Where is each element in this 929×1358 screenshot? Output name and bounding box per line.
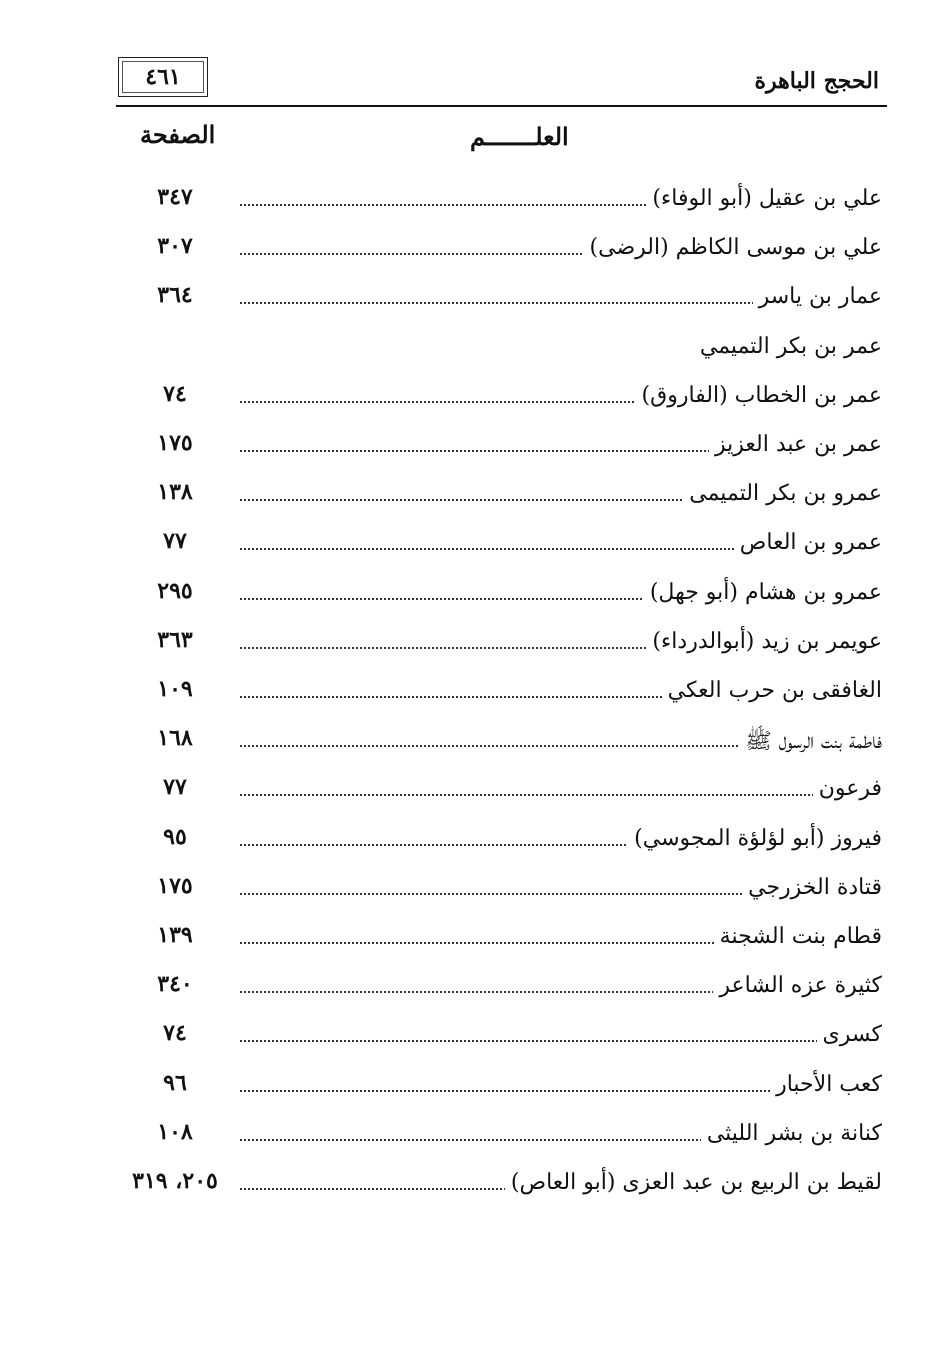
entry-page-number: ١٠٩ (157, 676, 193, 702)
entry-name: قطام بنت الشجنة (714, 924, 882, 949)
entry-page-number: ١٣٩ (157, 922, 193, 948)
entry-page-number: ٧٧ (163, 774, 187, 801)
entry-name: كثيرة عزه الشاعر (713, 973, 882, 998)
entry-page-number: ١٧٥ (157, 872, 193, 899)
entry-name: كعب الأحبار (770, 1072, 882, 1097)
index-entry (120, 278, 882, 318)
index-entry (120, 524, 882, 564)
column-heading-page: الصفحة (140, 120, 216, 149)
index-entry (120, 770, 882, 810)
index-entry (120, 229, 882, 269)
entry-page-number: ٢٩٥ (157, 577, 193, 604)
entry-page-number: ١٧٥ (157, 430, 193, 456)
index-entry (120, 1115, 882, 1155)
entry-name: كسرى (817, 1022, 882, 1047)
dot-leader (240, 794, 882, 796)
index-entry (120, 328, 882, 368)
page-number-box (118, 57, 208, 97)
entry-name: عمار بن ياسر (753, 284, 882, 309)
index-entry (120, 721, 882, 761)
entry-name: فيروز (أبو لؤلؤة المجوسي) (628, 826, 882, 851)
index-entry (120, 672, 882, 712)
entry-name: الغافقى بن حرب العكي (662, 678, 882, 703)
index-entry (120, 967, 882, 1007)
entry-page-number: ٢٠٥، ٣١٩ (132, 1168, 218, 1194)
entry-page-number: ٩٥ (163, 823, 187, 850)
entry-page-number: ١٠٨ (157, 1118, 193, 1145)
entry-page-number: ٧٤ (163, 380, 187, 407)
index-entry (120, 869, 882, 909)
header-rule (116, 105, 887, 107)
entry-name: عمر بن الخطاب (الفاروق) (636, 383, 882, 408)
index-entry (120, 1016, 882, 1056)
entry-page-number: ٣٤٠ (157, 971, 193, 998)
entry-name: عمرو بن العاص (734, 530, 882, 555)
page-number: ٤٦١ (145, 64, 181, 90)
entry-name: عمرو بن هشام (أبو جهل) (644, 580, 882, 605)
index-entry (120, 426, 882, 466)
entry-page-number: ٣٦٤ (157, 282, 193, 309)
entry-page-number: ٧٤ (163, 1020, 187, 1047)
entry-name: عمر بن عبد العزيز (709, 432, 882, 457)
index-entry (120, 1164, 882, 1204)
index-entry (120, 918, 882, 958)
dot-leader (240, 1040, 882, 1042)
entry-name: علي بن عقيل (أبو الوفاء) (646, 186, 882, 211)
entry-name: كنانة بن بشر الليثى (701, 1121, 882, 1146)
index-entry (120, 180, 882, 220)
entry-name: قتادة الخزرجي (742, 875, 882, 900)
index-entry (120, 1066, 882, 1106)
entry-name: عمرو بن بكر التميمى (683, 481, 882, 506)
entry-page-number: ٣٤٧ (157, 184, 193, 210)
entry-page-number: ١٦٨ (157, 725, 193, 752)
index-entry (120, 574, 882, 614)
index-entry (120, 820, 882, 860)
entry-page-number: ٧٧ (163, 528, 187, 555)
entry-name: فرعون (813, 776, 882, 801)
index-entry (120, 377, 882, 417)
entry-page-number: ٩٦ (163, 1069, 187, 1096)
entry-page-number: ٣٦٣ (157, 626, 193, 653)
entry-page-number: ٣٠٧ (157, 233, 193, 260)
entry-page-number: ١٣٨ (157, 479, 193, 506)
index-entry (120, 475, 882, 515)
entry-name: عمر بن بكر التميمي (694, 334, 882, 359)
running-header-title: الحجج الباهرة (754, 68, 879, 94)
entry-name: عويمر بن زيد (أبوالدرداء) (646, 629, 882, 654)
index-entry (120, 623, 882, 663)
entry-name: فاطمة بنت الرسول ﷺ (739, 727, 882, 759)
column-heading-name: العلـــــــم (470, 122, 569, 151)
entry-name: علي بن موسى الكاظم (الرضى) (584, 235, 882, 260)
entry-name: لقيط بن الربيع بن عبد العزى (أبو العاص) (505, 1170, 882, 1195)
